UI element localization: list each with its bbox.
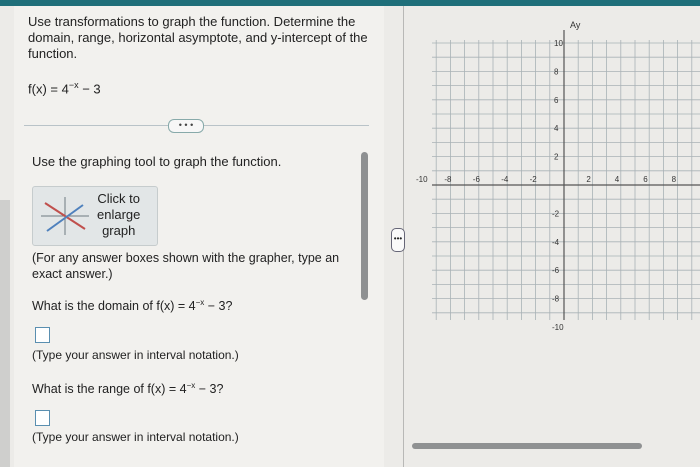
function-expression: $f(x) = 4^{-x} - 3$ (28, 80, 101, 97)
more-options-button[interactable]: • • • (168, 119, 204, 133)
enlarge-graph-button[interactable] (32, 186, 158, 246)
range-answer-box[interactable] (35, 410, 50, 426)
graph-thumbnail-icon (39, 195, 91, 237)
x-tick-label: -2 (529, 175, 537, 184)
x-tick-label: 8 (671, 175, 677, 184)
range-hint: (Type your answer in interval notation.) (32, 430, 239, 444)
x-tick-label: -8 (444, 175, 452, 184)
y-tick-label: -8 (552, 294, 560, 304)
x-tick-label: -6 (472, 175, 480, 184)
enlarge-graph-label: Click to enlarge graph (97, 191, 141, 238)
domain-answer-box[interactable] (35, 327, 50, 343)
y-tick-label: 4 (554, 124, 559, 134)
x-tick-label: 2 (586, 175, 591, 184)
x-tick-label: -10 (416, 175, 428, 184)
coordinate-grid[interactable] (416, 20, 700, 332)
horizontal-scrollbar[interactable] (412, 443, 642, 449)
domain-question: What is the domain of $f(x) = 4^{-x} - 3$? (32, 298, 233, 314)
y-tick-label: 8 (554, 67, 559, 77)
y-tick-label: -10 (552, 323, 564, 332)
y-axis-label: Ay (570, 20, 581, 30)
x-tick-label: 6 (643, 175, 648, 184)
y-tick-label: 2 (554, 152, 559, 162)
x-tick-label: -4 (501, 175, 509, 184)
panel-resize-handle[interactable]: ••• (391, 228, 405, 252)
question-prompt: Use transformations to graph the function. Determine the domain, range, horizontal asymptote, and y-intercept of the function. (28, 14, 368, 61)
y-tick-label: -6 (552, 266, 560, 276)
answer-note: (For any answer boxes shown with the grapher, type an exact answer.) (32, 251, 340, 281)
left-edge-strip (0, 200, 10, 467)
range-question: What is the range of $f(x) = 4^{-x} - 3$? (32, 381, 224, 397)
graph-instruction: Use the graphing tool to graph the function. (32, 154, 282, 169)
domain-hint: (Type your answer in interval notation.) (32, 348, 239, 362)
y-tick-label: 6 (554, 95, 559, 105)
left-panel-scrollbar[interactable] (361, 152, 368, 300)
y-tick-label: 10 (554, 39, 563, 48)
y-tick-label: -2 (552, 209, 560, 219)
x-tick-label: 4 (614, 175, 620, 184)
y-tick-label: -4 (552, 237, 560, 247)
graph-area[interactable] (416, 20, 700, 332)
